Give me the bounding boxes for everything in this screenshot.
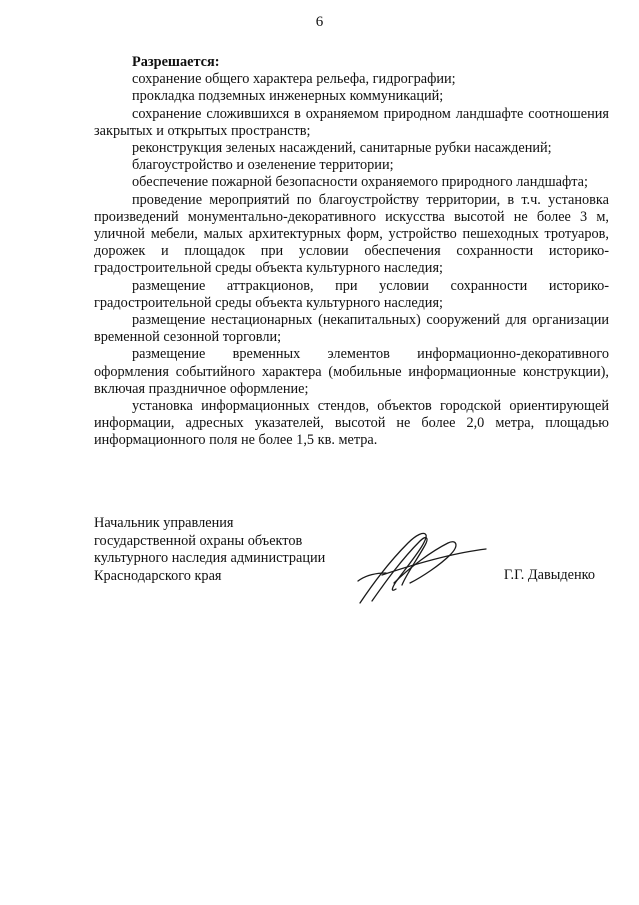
signatory-title-line: Краснодарского края [94, 567, 222, 584]
paragraph-improvement: проведение мероприятий по благоустройству территории, в т.ч. установка произведений монументально-декоративного искусства высотой не более 3 м, уличной мебели, малых архитектурных форм, устройство пешеходных тротуаров, дорожек и площадок при условии обеспечения сохранности историко-градостроительной среды объекта культурного наследия; [94, 191, 609, 277]
signatory-title-line: культурного наследия администрации [94, 550, 326, 567]
page-number: 6 [315, 14, 324, 30]
paragraph-decoration: размещение временных элементов информационно-декоративного оформления событийного характера (мобильные информационные конструкции), включая праздничное оформление; [94, 346, 609, 397]
document-body [94, 54, 609, 450]
handwritten-signature [352, 523, 492, 609]
signatory-title-line: Начальник управления [94, 515, 234, 531]
paragraph-green-reconstruction: реконструкция зеленых насаждений, санитарные рубки насаждений; [132, 140, 552, 157]
paragraph-utilities: прокладка подземных инженерных коммуникаций; [132, 88, 444, 105]
paragraph-landscape: сохранение сложившихся в охраняемом природном ландшафте соотношения закрытых и открытых пространств; [94, 105, 609, 139]
signatory-title-line: государственной охраны объектов [94, 532, 303, 549]
paragraph-information-stands: установка информационных стендов, объектов городской ориентирующей информации, адресных указателей, высотой не более 2,0 метра, площадью информационного поля не более 1,5 кв. метра. [94, 398, 609, 449]
signatory-name: Г.Г. Давыденко [503, 567, 595, 583]
paragraph-attractions: размещение аттракционов, при условии сохранности историко-градостроительной среды объекта культурного наследия; [94, 277, 609, 311]
section-heading: Разрешается: [132, 54, 220, 70]
paragraph-trade: размещение нестационарных (некапитальных) сооружений для организации временной сезонной торговли; [94, 312, 609, 346]
paragraph-fire-safety: обеспечение пожарной безопасности охраняемого природного ландшафта; [132, 174, 588, 191]
paragraph-relief: сохранение общего характера рельефа, гидрографии; [132, 71, 456, 88]
signature-block [94, 515, 609, 585]
paragraph-landscaping: благоустройство и озеленение территории; [132, 157, 394, 174]
